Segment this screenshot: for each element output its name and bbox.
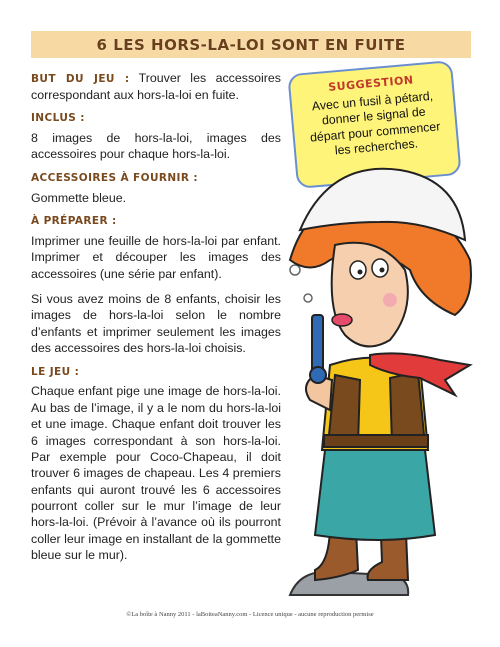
lips — [332, 314, 352, 326]
accessoires-heading: ACCESSOIRES À FOURNIR : — [31, 171, 198, 184]
skirt — [315, 450, 435, 540]
instructions-column — [31, 70, 281, 573]
preparer-paragraph-1: Imprimer une feuille de hors-la-loi par enfant. Imprimer et découper les images des accessoires (une série par enfant). — [31, 233, 281, 281]
title-banner — [31, 31, 471, 58]
inclus-heading: INCLUS : — [31, 112, 85, 125]
suggestion-text: Avec un fusil à pétard, donner le signal de départ pour commencer les recherches. — [309, 88, 441, 158]
revolver — [312, 315, 323, 375]
suggestion-title: SUGGESTION — [327, 73, 415, 94]
jeu-text: Chaque enfant pige une image de hors-la-loi. Au bas de l’image, il y a le nom du hors-la-loi et une image. Chaque enfant doit trouver les 6 images correspondant à son hors-la-loi. Par exemple pour Coco-Chapeau, il doit trouver 6 images de chapeau. Les 4 premiers enfants qui auront trouvé les 6 accessoires pourront coller sur le mur l’image de leur hors-la-loi. (Prévoir à l’avance où ils pourront coller leur image en installant de la gommette bleue sur le mur). — [31, 384, 281, 563]
cowgirl-illustration — [270, 150, 485, 610]
preparer-heading: À PRÉPARER : — [31, 215, 117, 228]
smoke-puff — [304, 294, 312, 302]
but-paragraph — [31, 70, 281, 103]
pupil — [380, 268, 385, 273]
page-title: 6 LES HORS-LA-LOI SONT EN FUITE — [96, 35, 406, 54]
cheek — [383, 293, 397, 307]
smoke-puff — [290, 265, 300, 275]
belt — [324, 435, 428, 447]
accessoires-text: Gommette bleue. — [31, 190, 127, 205]
inclus-text: 8 images de hors-la-loi, images des accessoires pour chaque hors-la-loi. — [31, 131, 281, 162]
preparer-paragraph-2: Si vous avez moins de 8 enfants, choisir les images de hors-la-loi selon le nombre d’enfants et imprimer seulement les images des accessoires des hors-la-loi choisis. — [31, 292, 281, 356]
jeu-heading: LE JEU : — [31, 365, 80, 378]
eye — [372, 259, 388, 277]
revolver-cylinder — [310, 367, 326, 383]
but-heading: BUT DU JEU : — [31, 73, 130, 85]
footer: ©La boîte à Nanny 2011 - laBoiteaNanny.com - Licence unique - aucune reproduction permise — [126, 611, 374, 618]
pupil — [358, 270, 363, 275]
eye — [350, 261, 366, 279]
but-text: Trouver les accessoires correspondant aux hors-la-loi en fuite. — [31, 71, 281, 102]
